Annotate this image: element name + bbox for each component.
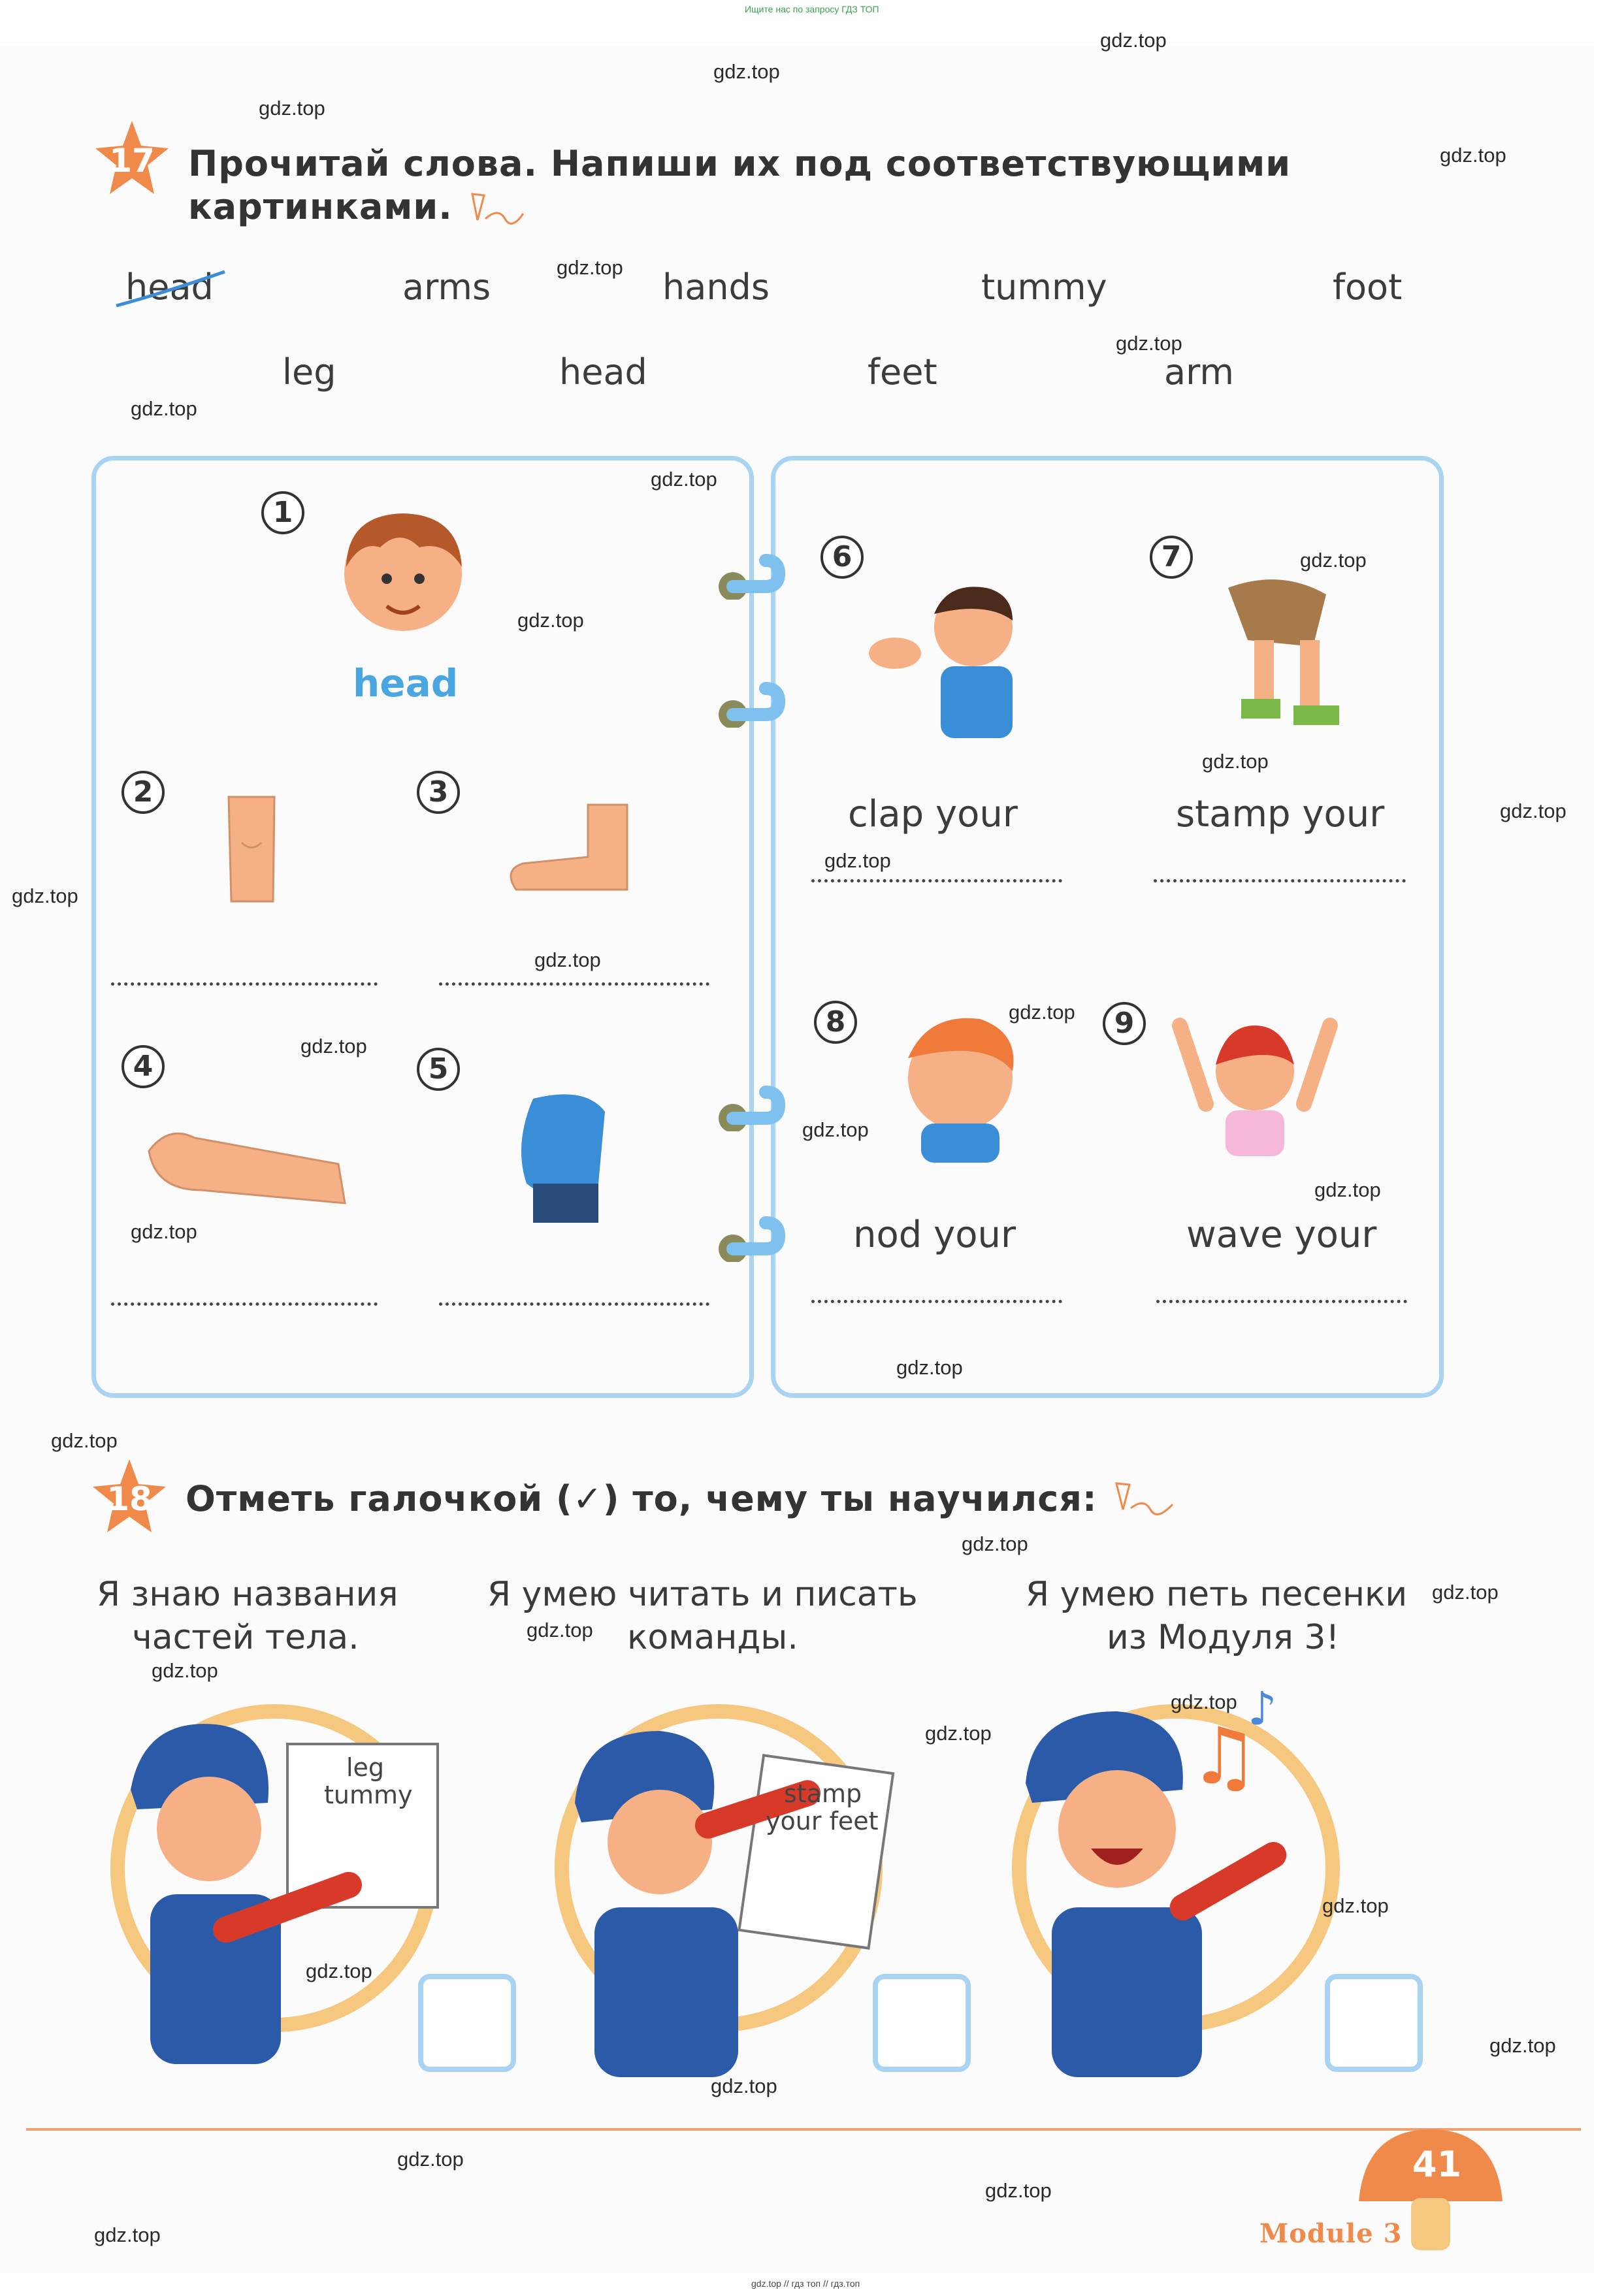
watermark: gdz.top <box>711 2075 777 2097</box>
item-number-3: 3 <box>417 771 460 814</box>
statement-2-line-2: команды. <box>627 1618 798 1657</box>
word-bank-tummy: tummy <box>981 267 1107 308</box>
watermark: gdz.top <box>131 397 197 420</box>
watermark: gdz.top <box>1489 2034 1556 2057</box>
exercise-17-instruction <box>188 142 1291 231</box>
phrase-nod-your: nod your <box>853 1214 1016 1256</box>
foot-illustration <box>503 798 634 903</box>
phrase-stamp-your: stamp your <box>1176 793 1385 835</box>
checkbox-statement-3[interactable] <box>1325 1974 1423 2072</box>
paper-word-tummy: tummy <box>324 1781 413 1809</box>
watermark: gdz.top <box>1171 1690 1237 1713</box>
checkbox-statement-2[interactable] <box>873 1974 971 2072</box>
binder-ring-icon <box>707 1210 785 1262</box>
boy-clapping-illustration <box>843 575 1032 745</box>
instruction-line-2: картинками. <box>188 186 1291 231</box>
watermark: gdz.top <box>896 1356 963 1379</box>
answer-line-6[interactable] <box>811 879 1062 882</box>
statement-3-line-1: Я умею петь песенки <box>1026 1575 1408 1614</box>
item-1-answer: head <box>353 661 459 705</box>
answer-line-9[interactable] <box>1156 1300 1407 1303</box>
boy-singing-illustration <box>993 1672 1359 2103</box>
tummy-illustration <box>507 1086 618 1229</box>
pencil-icon <box>1110 1479 1175 1523</box>
watermark: gdz.top <box>713 60 780 83</box>
binder-ring-icon <box>707 675 785 728</box>
watermark: gdz.top <box>517 609 584 632</box>
leg-knee-illustration <box>222 790 281 908</box>
exercise-18-star-badge <box>90 1458 169 1536</box>
boy-head-illustration <box>328 502 478 639</box>
watermark: gdz.top <box>802 1118 869 1141</box>
crossed-out-line <box>112 267 230 312</box>
answer-line-3[interactable] <box>439 982 709 986</box>
word-bank-arms: arms <box>402 267 491 308</box>
watermark: gdz.top <box>962 1532 1028 1555</box>
top-notice: Ищите нас по запросу ГДЗ ТОП <box>745 4 879 14</box>
item-number-1: 1 <box>261 491 304 534</box>
word-bank-foot: foot <box>1333 267 1403 308</box>
statement-1-line-1: Я знаю названия <box>97 1575 398 1614</box>
watermark: gdz.top <box>1116 332 1182 355</box>
checkbox-statement-1[interactable] <box>418 1974 516 2072</box>
watermark: gdz.top <box>1300 549 1367 572</box>
exercise-18-number: 18 <box>106 1480 152 1518</box>
word-bank-leg: leg <box>282 351 336 393</box>
answer-line-4[interactable] <box>111 1302 378 1306</box>
paper-word-stamp: stamp <box>784 1779 862 1808</box>
pencil-icon <box>466 187 525 231</box>
watermark: gdz.top <box>51 1429 118 1452</box>
item-number-2: 2 <box>122 771 165 814</box>
instruction-line-1: Прочитай слова. Напиши их под соответствующими <box>188 143 1291 184</box>
girl-waving-illustration <box>1167 999 1343 1163</box>
statement-2-line-1: Я умею читать и писать <box>487 1575 918 1614</box>
statement-1-line-2: частей тела. <box>132 1618 359 1657</box>
watermark: gdz.top <box>1100 29 1167 52</box>
watermark: gdz.top <box>131 1220 197 1243</box>
watermark: gdz.top <box>259 97 325 120</box>
can-do-statement-1 <box>97 1573 398 1659</box>
answer-line-7[interactable] <box>1154 879 1406 882</box>
watermark: gdz.top <box>12 884 78 907</box>
answer-line-8[interactable] <box>811 1300 1062 1303</box>
word-bank-head: head <box>559 351 647 393</box>
exercise-18-instruction: Отметь галочкой (✓) то, чему ты научился: <box>186 1478 1175 1523</box>
item-number-7: 7 <box>1150 536 1193 579</box>
answer-line-5[interactable] <box>439 1302 709 1306</box>
word-bank-hands: hands <box>662 267 770 308</box>
arm-hand-illustration <box>142 1112 351 1216</box>
watermark: gdz.top <box>397 2148 464 2171</box>
boy-nodding-illustration <box>869 999 1039 1169</box>
svg-text:♪: ♪ <box>1248 1682 1277 1736</box>
watermark: gdz.top <box>527 1619 593 1641</box>
watermark: gdz.top <box>1322 1894 1389 1917</box>
boy-stamping-illustration <box>1202 568 1352 732</box>
phrase-wave-your: wave your <box>1186 1214 1377 1256</box>
boy-writing-words-illustration <box>91 1672 457 2103</box>
footer-divider <box>26 2128 1581 2131</box>
item-number-4: 4 <box>122 1045 165 1088</box>
item-number-8: 8 <box>814 1001 857 1044</box>
can-do-statement-3 <box>1026 1573 1407 1659</box>
item-number-9: 9 <box>1103 1002 1146 1045</box>
item-number-5: 5 <box>417 1048 460 1091</box>
statement-3-line-2: из Модуля 3! <box>1107 1618 1340 1657</box>
item-number-6: 6 <box>820 536 864 579</box>
watermark: gdz.top <box>925 1722 992 1745</box>
watermark: gdz.top <box>824 849 891 872</box>
watermark: gdz.top <box>651 468 717 491</box>
binder-ring-icon <box>707 1079 785 1131</box>
phrase-clap-your: clap your <box>848 793 1018 835</box>
watermark: gdz.top <box>152 1659 218 1682</box>
answer-line-2[interactable] <box>111 982 378 986</box>
page-number: 41 <box>1412 2144 1462 2185</box>
svg-text:♫: ♫ <box>1189 1711 1259 1802</box>
boy-writing-command-illustration <box>536 1672 901 2103</box>
watermark: gdz.top <box>534 948 601 971</box>
watermark: gdz.top <box>1009 1001 1075 1024</box>
watermark: gdz.top <box>1500 800 1567 822</box>
watermark: gdz.top <box>1432 1581 1499 1604</box>
watermark: gdz.top <box>1202 750 1269 773</box>
watermark: gdz.top <box>1314 1178 1381 1201</box>
watermark: gdz.top <box>557 256 623 279</box>
watermark: gdz.top <box>1440 144 1506 167</box>
module-label: Module 3 <box>1259 2218 1403 2249</box>
exercise-17-number: 17 <box>109 142 155 180</box>
watermark: gdz.top <box>300 1035 367 1058</box>
watermark: gdz.top <box>94 2223 161 2246</box>
watermark: gdz.top <box>306 1960 372 1982</box>
word-bank-arm: arm <box>1164 351 1234 393</box>
paper-word-leg: leg <box>346 1753 385 1782</box>
paper-words-your-feet: your feet <box>766 1807 879 1835</box>
watermark: gdz.top <box>985 2179 1052 2202</box>
word-bank-head-crossed: head <box>125 267 214 308</box>
word-bank-feet: feet <box>868 351 937 393</box>
bottom-notice: gdz.top // гдз топ // гдз.топ <box>751 2278 860 2289</box>
can-do-statement-2 <box>487 1573 918 1659</box>
exercise-17-star-badge <box>93 120 171 198</box>
binder-ring-icon <box>707 547 785 600</box>
